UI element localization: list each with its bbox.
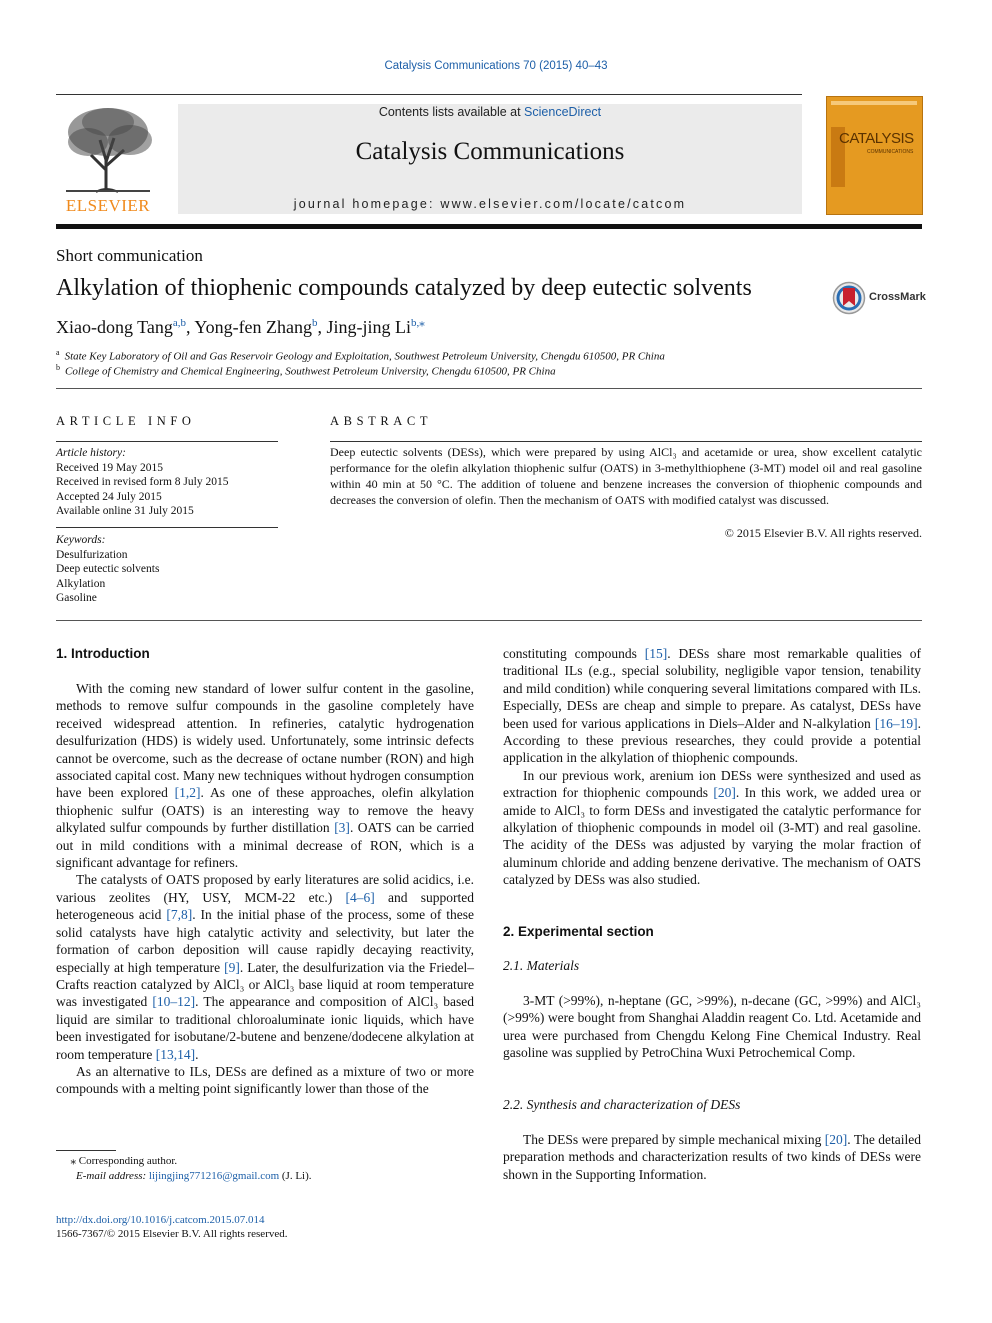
synthesis-paragraph <box>503 1131 921 1183</box>
intro-paragraph-2 <box>56 871 474 1062</box>
citation-link[interactable]: [16–19] <box>874 715 918 731</box>
homepage-prefix: journal homepage: <box>293 197 441 211</box>
text-run: . OATS can be carried out in mild conditions with a minimal decrease of RON, which is a significant advantage for refiners. <box>56 820 475 871</box>
doi-link[interactable]: http://dx.doi.org/10.1016/j.catcom.2015.07.014 <box>56 1214 265 1226</box>
citation-link[interactable]: [20] <box>824 1132 848 1147</box>
author-list <box>56 316 425 338</box>
history-received: Received 19 May 2015 <box>56 461 163 474</box>
text-run: With the coming new standard of lower sulfur content in the gasoline, methods to remove sulfur compounds in the gasoline completely have received widespread attention. In refineries, catalytic hydrogenation desulfurization (HDS) is widely used. Unfortunately, some intrinsic defects cannot be overcome, such as the decrease of octane number (RON) and high associated capital cost. Many new techniques without hydrogen consumption have been explored <box>56 681 474 801</box>
cover-top-band <box>831 101 917 105</box>
section-heading-introduction: 1. Introduction <box>56 646 150 661</box>
article-info-rule <box>56 441 278 442</box>
affiliation-rule <box>56 388 922 389</box>
text-run: and supported heterogeneous acid <box>56 889 475 923</box>
crossmark-label: CrossMark <box>869 291 926 303</box>
left-column-body <box>56 680 474 1098</box>
affiliation-mark: a <box>56 348 60 357</box>
keywords-label: Keywords: <box>56 534 106 546</box>
cover-title: CATALYSIS <box>839 130 914 147</box>
text-run: . As one of these approaches, olefin alkylation thiophenic sulfur (OATS) is an interesting way to remove the heavy alkylated sulfur compounds by further distillation <box>56 785 474 836</box>
right-column-body <box>503 645 921 889</box>
contents-prefix: Contents lists available at <box>378 105 525 119</box>
text-run: The catalysts of OATS proposed by early literatures are solid acidics, i.e. various zeolites (HY, USY, MCM-22 etc.) <box>56 872 474 905</box>
materials-body <box>503 992 921 1062</box>
email-label: E-mail address: <box>76 1170 149 1182</box>
footnote-mark: ⁎ <box>70 1155 76 1167</box>
issn-copyright: 1566-7367/© 2015 Elsevier B.V. All rights reserved. <box>56 1228 288 1240</box>
text-run: In our previous work, arenium ion DESs were synthesized and used as extraction for thiophenic compounds <box>503 767 921 801</box>
affiliation-a <box>56 348 665 363</box>
materials-paragraph: 3-MT (>99%), n-heptane (GC, >99%), n-decane (GC, >99%) and AlCl₃ (>99%) were bought from Shanghai Aladdin reagent Co. Ltd. Acetamide and urea were purchased from Chengdu Kelong Fine Chemical Industry. Real gasoline was supplied by PetroChina Wuxi Petrochemical Comp. <box>503 993 921 1061</box>
cover-subtitle: COMMUNICATIONS <box>867 149 914 155</box>
author-name[interactable]: Yong-fen Zhang <box>194 317 313 337</box>
text-run: . The detailed preparation methods and characterization results of two kinds of DESs were shown in the Supporting Information. <box>503 1132 921 1182</box>
keyword: Deep eutectic solvents <box>56 563 160 575</box>
keyword: Gasoline <box>56 592 97 604</box>
footnote-rule <box>56 1150 116 1151</box>
author-affiliation-mark[interactable]: b <box>312 317 318 329</box>
article-title: Alkylation of thiophenic compounds catalyzed by deep eutectic solvents <box>56 275 752 301</box>
affiliation-mark: b <box>56 363 60 372</box>
crossmark-icon <box>832 281 866 315</box>
text-run: . DESs share most remarkable qualities of traditional ILs (e.g., special solubility, negligible vapor tension, tenability and mild condition) while conquering several limitations compared with ILs. Especially, DESs are cheap and simple to prepare. As catalyst, DESs have been used for various applications in Diels–Alder and N-alkylation <box>503 646 921 731</box>
affiliation-b <box>56 363 556 378</box>
keyword: Alkylation <box>56 577 106 590</box>
author-affiliation-mark[interactable]: b,⁎ <box>411 317 425 329</box>
publisher-logo-text: ELSEVIER <box>65 196 151 215</box>
abstract-heading: ABSTRACT <box>330 414 433 428</box>
citation-link[interactable]: [7,8] <box>166 907 193 923</box>
contents-line <box>178 105 802 119</box>
abstract-bottom-rule <box>56 620 922 621</box>
abstract-rule <box>330 441 922 442</box>
abstract-copyright: © 2015 Elsevier B.V. All rights reserved. <box>724 526 922 540</box>
history-online: Available online 31 July 2015 <box>56 505 194 517</box>
subsection-heading-materials: 2.1. Materials <box>503 958 580 973</box>
citation-link[interactable]: [13,14] <box>155 1046 196 1062</box>
keywords <box>56 533 278 606</box>
text-run: . The appearance and composition of AlCl₃ based liquid are similar to traditional chloroaluminate ionic liquids, which have been investigated for isobutane/2-butene and benzene/dodecene alkylation at room temperature <box>56 994 474 1062</box>
journal-reference[interactable]: Catalysis Communications 70 (2015) 40–43 <box>384 60 608 72</box>
citation-link[interactable]: [1,2] <box>174 785 201 801</box>
history-accepted: Accepted 24 July 2015 <box>56 490 162 503</box>
footnote <box>56 1154 312 1184</box>
author-affiliation-mark[interactable]: a,b <box>172 317 187 329</box>
author-name[interactable]: Xiao-dong Tang <box>56 317 173 337</box>
homepage-link[interactable]: www.elsevier.com/locate/catcom <box>440 197 687 211</box>
affiliation-text: State Key Laboratory of Oil and Gas Reservoir Geology and Exploitation, Southwest Petroleum University, Chengdu 610500, PR China <box>64 350 665 363</box>
citation-link[interactable]: [10–12] <box>152 994 196 1010</box>
article-type: Short communication <box>56 246 203 265</box>
text-run: . Later, the desulfurization via the Friedel–Crafts reaction catalyzed by AlCl₃ or AlCl₃ base liquid at room temperature was investigated <box>56 959 474 1010</box>
citation-link[interactable]: [9] <box>224 959 240 975</box>
citation-link[interactable]: [3] <box>334 820 350 836</box>
section-heading-experimental: 2. Experimental section <box>503 924 654 939</box>
intro-paragraph-1 <box>56 680 474 871</box>
history-revised: Received in revised form 8 July 2015 <box>56 476 229 488</box>
keywords-rule <box>56 527 278 528</box>
journal-title: Catalysis Communications <box>355 138 625 165</box>
keyword: Desulfurization <box>56 548 128 561</box>
citation-link[interactable]: [20] <box>713 785 736 801</box>
abstract-text: Deep eutectic solvents (DESs), which were prepared by using AlCl₃ and acetamide or urea, show excellent catalytic performance for the olefin alkylation thiophenic sulfur (OATS) in 3-methylthiophene (3-MT) model oil and real gasoline within 40 min at 50 °C. The addition of toluene and benzene increases the conversion of thiophenic compounds and decreases the conversion of olefin. Then the mechanism of OATS with modified catalyst was discussed. <box>330 445 922 507</box>
article-history-label: Article history: <box>56 447 126 459</box>
citation-link[interactable]: [4–6] <box>345 889 375 905</box>
journal-cover-thumbnail[interactable] <box>826 96 923 215</box>
intro-paragraph-4 <box>503 767 921 889</box>
text-run: constituting compounds <box>503 646 645 661</box>
text-run: . <box>195 1046 199 1062</box>
text-run: . In this work, we added urea or amide to AlCl₃ to form DESs and investigated the catalytic performance for alkylation of thiophenic compounds in model oil (3-MT) and real gasoline. The acidity of the DESs was adjusted by varying the molar fraction of aluminum chloride and adding benzene derivative. The mechanism of OATS catalyzed by DESs was also studied. <box>503 785 922 888</box>
subsection-heading-synthesis: 2.2. Synthesis and characterization of DESs <box>503 1097 741 1112</box>
author-name[interactable]: Jing-jing Li <box>326 317 412 337</box>
crossmark-badge[interactable] <box>832 280 942 316</box>
text-run: The DESs were prepared by simple mechanical mixing <box>523 1132 825 1147</box>
article-info-heading: ARTICLE INFO <box>56 414 196 428</box>
affiliation-text: College of Chemistry and Chemical Engineering, Southwest Petroleum University, Chengdu 610500, PR China <box>65 365 556 378</box>
sciencedirect-link[interactable]: ScienceDirect <box>524 105 602 119</box>
header-top-rule <box>56 94 802 95</box>
intro-paragraph-3-continued <box>503 645 921 767</box>
citation-link[interactable]: [15] <box>644 646 668 661</box>
author-separator: , <box>317 317 327 337</box>
article-history <box>56 446 278 519</box>
intro-paragraph-3: As an alternative to ILs, DESs are defined as a mixture of two or more compounds with a melting point significantly lower than those of the <box>56 1063 474 1097</box>
email-suffix: (J. Li). <box>279 1170 312 1182</box>
text-run: . According to these previous researches, they could provide a potential application in the alkylation of thiophenic compounds. <box>503 715 921 766</box>
text-run: . In the initial phase of the process, some of these solid catalysts have high catalytic activity and selectivity, but later the formation of carbon deposition will cause rapidly decaying reactivity, especially at high temperature <box>56 907 474 975</box>
journal-homepage <box>178 197 802 211</box>
email-link[interactable]: lijingjing771216@gmail.com <box>148 1170 280 1182</box>
header-thick-rule <box>56 224 922 229</box>
author-separator: , <box>186 317 195 337</box>
synthesis-body <box>503 1131 921 1183</box>
footnote-corresponding: Corresponding author. <box>78 1155 178 1167</box>
elsevier-logo[interactable] <box>56 100 160 216</box>
